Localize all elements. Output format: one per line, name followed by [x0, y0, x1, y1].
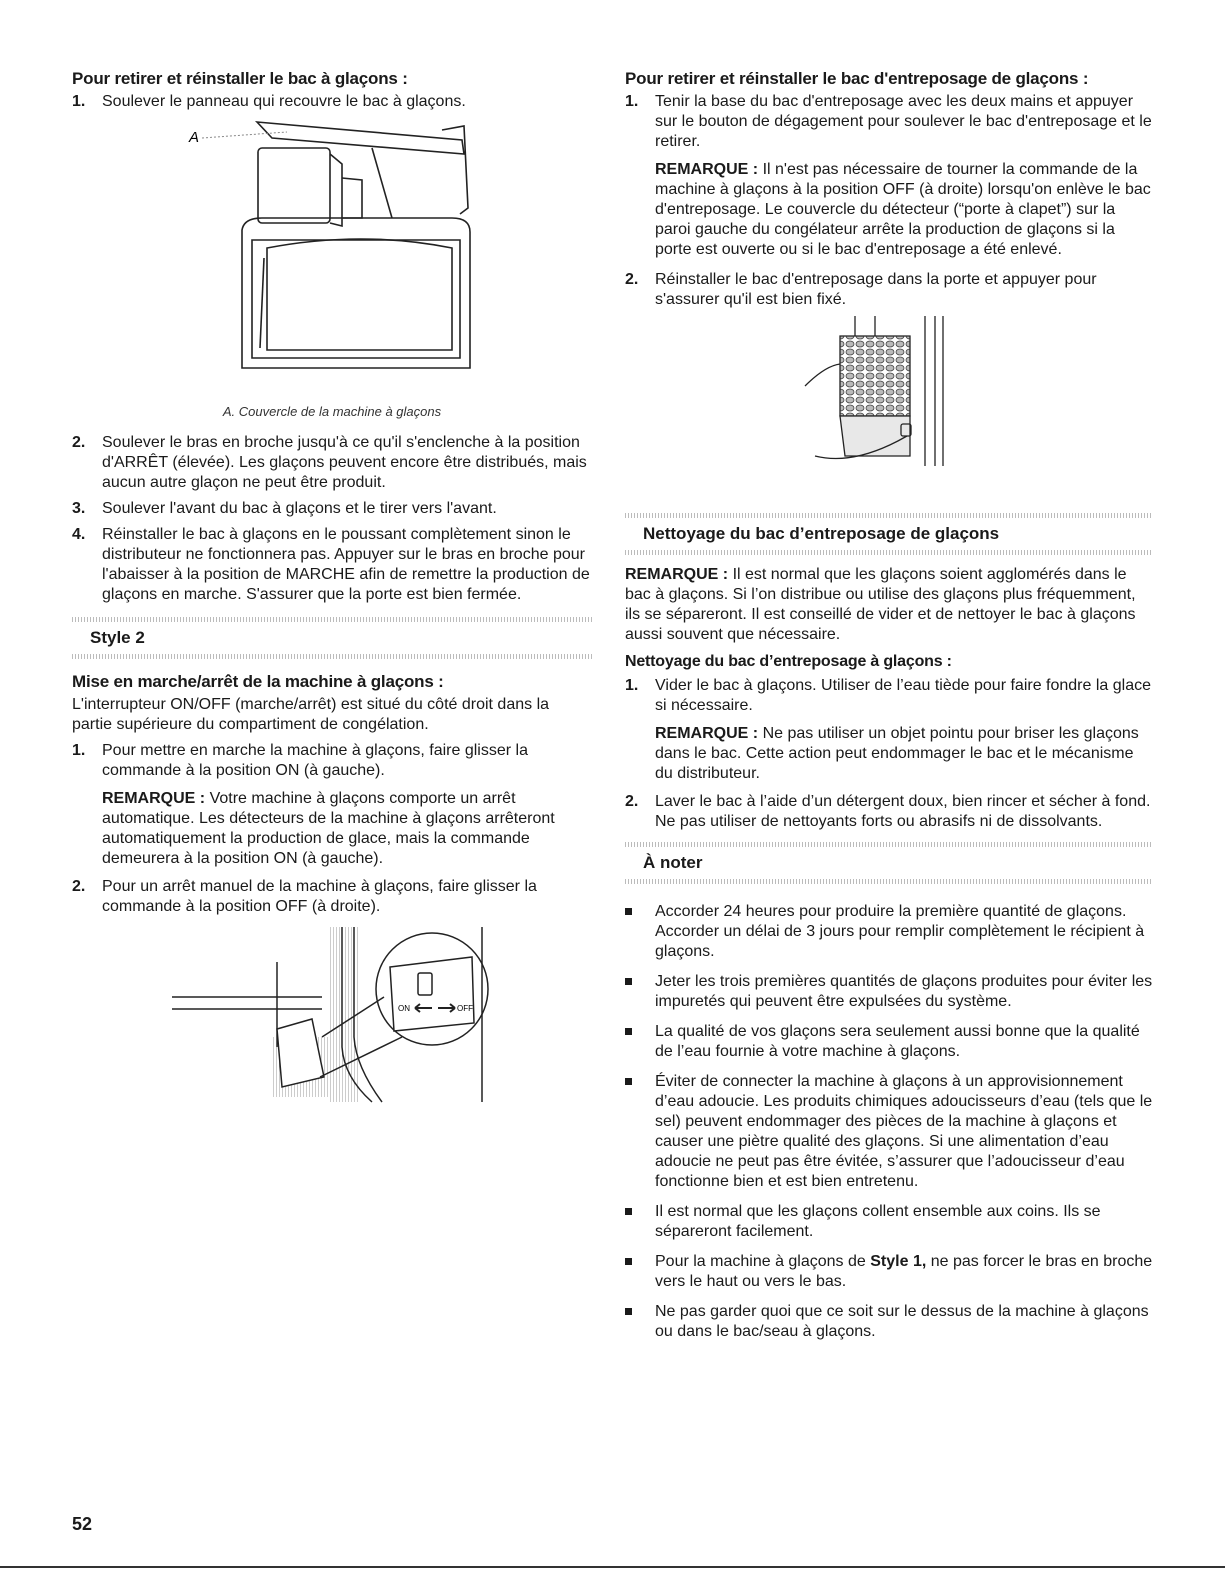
step-item [625, 792, 1153, 832]
steps-remove-bin-part2 [72, 433, 592, 605]
step-item [72, 877, 592, 917]
bullet-square-icon [625, 1308, 632, 1315]
bullet-text-pre: Pour la machine à glaçons de [655, 1253, 871, 1270]
step-item [72, 92, 592, 112]
cleaning-note [625, 565, 1153, 645]
step-note [655, 160, 1153, 260]
noter-band [625, 842, 1153, 884]
step-number: 2. [625, 271, 639, 288]
note-text: Votre machine à glaçons comporte un arrêt automatique. Les détecteurs de la machine à glaçons arrêteront automatiquement la production de glace, mais la commande demeurera à la position ON (à gauche). [102, 790, 555, 867]
bottom-rule [0, 1566, 1225, 1568]
page-number: 52 [72, 1514, 93, 1534]
bullet-text: Jeter les trois premières quantités de glaçons produites pour éviter les impuretés qui peuvent être expulsées du système. [655, 973, 1153, 1010]
bullet-text: La qualité de vos glaçons sera seulement aussi bonne que la qualité de l’eau fournie à votre machine à glaçons. [655, 1023, 1140, 1060]
note-label: REMARQUE : [102, 790, 206, 807]
cleaning-heading: Nettoyage du bac d’entreposage de glaçons [643, 524, 1000, 543]
bullet-square-icon [625, 1028, 632, 1035]
step-text: Vider le bac à glaçons. Utiliser de l’eau tiède pour faire fondre la glace si nécessaire. [655, 677, 1151, 714]
bullet-text-post: ne pas forcer le bras en broche vers le haut ou vers le bas. [655, 1253, 1153, 1290]
right-column [625, 68, 1153, 1352]
step-text: Pour un arrêt manuel de la machine à glaçons, faire glisser la commande à la position OFF (à droite). [102, 878, 537, 915]
on-off-switch-illustration [72, 927, 592, 1107]
figure-ice-maker-cover [72, 118, 592, 398]
section-title-storage-bin: Pour retirer et réinstaller le bac d'entreposage de glaçons : [625, 69, 1089, 88]
note-label: REMARQUE : [655, 725, 759, 742]
figure-label-a: A [189, 129, 200, 146]
step-number: 3. [72, 500, 86, 517]
bullet-text: Éviter de connecter la machine à glaçons à un approvisionnement d’eau adoucie. Les produits chimiques adoucisseurs d’eau (tels que le sel) peuvent endommager des pièces de la machine à glaçons et causer une piètre qualité des glaçons. Si une alimentation d’eau adoucie ne peut pas être évitée, s’assurer que l’adoucisseur d’eau fonctionne bien et est bien entretenu. [655, 1073, 1153, 1190]
cleaning-band [625, 513, 1153, 555]
step-text: Réinstaller le bac à glaçons en le poussant complètement sinon le distributeur ne fonctionnera pas. Appuyer sur le bras en broche pour l'abaisser à la position de MARCHE afin de remettre la production de glaçons en marche. S'assurer que la porte est bien fermée. [102, 526, 590, 603]
step-number: 2. [625, 793, 639, 810]
list-item [625, 1202, 1153, 1242]
step-note [102, 789, 592, 869]
step-item [72, 499, 592, 519]
step-item [625, 270, 1153, 310]
figure-caption: A. Couvercle de la machine à glaçons [222, 404, 442, 419]
on-off-intro: L'interrupteur ON/OFF (marche/arrêt) est situé du côté droit dans la partie supérieure du compartiment de congélation. [72, 696, 550, 733]
left-column [72, 68, 592, 1107]
step-number: 1. [72, 93, 86, 110]
step-number: 2. [72, 878, 86, 895]
step-note [655, 724, 1153, 784]
storage-bin-illustration [625, 316, 1153, 491]
step-text: Soulever l'avant du bac à glaçons et le tirer vers l'avant. [102, 500, 497, 517]
section-title-on-off: Mise en marche/arrêt de la machine à glaçons : [72, 672, 444, 691]
steps-storage-bin [625, 92, 1153, 310]
step-text: Soulever le panneau qui recouvre le bac à glaçons. [102, 93, 466, 110]
step-item [72, 433, 592, 493]
style2-heading: Style 2 [90, 628, 145, 647]
step-text: Réinstaller le bac d'entreposage dans la porte et appuyer pour s'assurer qu'il est bien fixé. [655, 271, 1097, 308]
note-text: Ne pas utiliser un objet pointu pour briser les glaçons dans le bac. Cette action peut endommager le bac et le mécanisme du distributeur. [655, 725, 1139, 782]
list-item [625, 972, 1153, 1012]
step-number: 1. [72, 742, 86, 759]
bullet-square-icon [625, 1208, 632, 1215]
step-item [625, 676, 1153, 784]
note-text: Il est normal que les glaçons soient agglomérés dans le bac à glaçons. Si l’on distribue ou utilise des glaçons plus fréquemment, ils se sépareront. Il est conseillé de vider et de nettoyer le bac à glaçons aussi souvent que nécessaire. [625, 566, 1136, 643]
step-number: 2. [72, 434, 86, 451]
list-item [625, 1252, 1153, 1292]
bullet-text-bold: Style 1, [870, 1253, 927, 1270]
figure-storage-bin [625, 316, 1153, 491]
list-item [625, 1072, 1153, 1192]
step-text: Laver le bac à l’aide d’un détergent doux, bien rincer et sécher à fond. Ne pas utiliser de nettoyants forts ou abrasifs ni de dissolvants. [655, 793, 1151, 830]
band-rule-bottom [72, 654, 592, 659]
notes-list [625, 902, 1153, 1342]
step-number: 1. [625, 93, 639, 110]
section-title-remove-bin: Pour retirer et réinstaller le bac à glaçons : [72, 69, 408, 88]
bullet-square-icon [625, 908, 632, 915]
note-label: REMARQUE : [655, 161, 759, 178]
style2-band [72, 617, 592, 659]
step-item [625, 92, 1153, 260]
bullet-square-icon [625, 1078, 632, 1085]
step-text: Pour mettre en marche la machine à glaçons, faire glisser la commande à la position ON (à gauche). [102, 742, 528, 779]
note-text: Il n'est pas nécessaire de tourner la commande de la machine à glaçons à la position OFF (à droite) lorsqu'on enlève le bac d'entreposage. Le couvercle du détecteur (“porte à clapet”) sur la paroi gauche du congélateur arrête la production de glaçons si la porte est ouverte ou si le bac d'entreposage a été enlevé. [655, 161, 1151, 258]
figure-on-off-switch [72, 927, 592, 1107]
noter-heading: À noter [643, 853, 703, 872]
step-number: 4. [72, 526, 86, 543]
step-text: Tenir la base du bac d'entreposage avec les deux mains et appuyer sur le bouton de dégagement pour soulever le bac d'entreposage et le retirer. [655, 93, 1152, 150]
list-item [625, 1022, 1153, 1062]
steps-remove-bin-part1 [72, 92, 592, 112]
step-text: Soulever le bras en broche jusqu'à ce qu'il s'enclenche à la position d'ARRÊT (élevée). Les glaçons peuvent encore être distribués, mais aucun autre glaçon ne peut être produit. [102, 434, 587, 491]
step-number: 1. [625, 677, 639, 694]
step-item [72, 525, 592, 605]
bullet-square-icon [625, 978, 632, 985]
steps-on-off [72, 741, 592, 917]
bullet-square-icon [625, 1258, 632, 1265]
bullet-text: Il est normal que les glaçons collent ensemble aux coins. Ils se sépareront facilement. [655, 1203, 1101, 1240]
steps-cleaning [625, 676, 1153, 832]
switch-off-label: OFF [457, 1004, 473, 1013]
cleaning-subheading: Nettoyage du bac d’entreposage à glaçons : [625, 653, 952, 670]
list-item [625, 902, 1153, 962]
ice-maker-cover-illustration [72, 118, 592, 398]
switch-on-label: ON [398, 1004, 410, 1013]
bullet-text: Ne pas garder quoi que ce soit sur le dessus de la machine à glaçons ou dans le bac/seau à glaçons. [655, 1303, 1149, 1340]
bullet-text: Accorder 24 heures pour produire la première quantité de glaçons. Accorder un délai de 3 jours pour remplir complètement le récipient à glaçons. [655, 903, 1145, 960]
band-rule-bottom [625, 550, 1153, 555]
band-rule-bottom [625, 879, 1153, 884]
note-label: REMARQUE : [625, 566, 729, 583]
list-item [625, 1302, 1153, 1342]
step-item [72, 741, 592, 869]
